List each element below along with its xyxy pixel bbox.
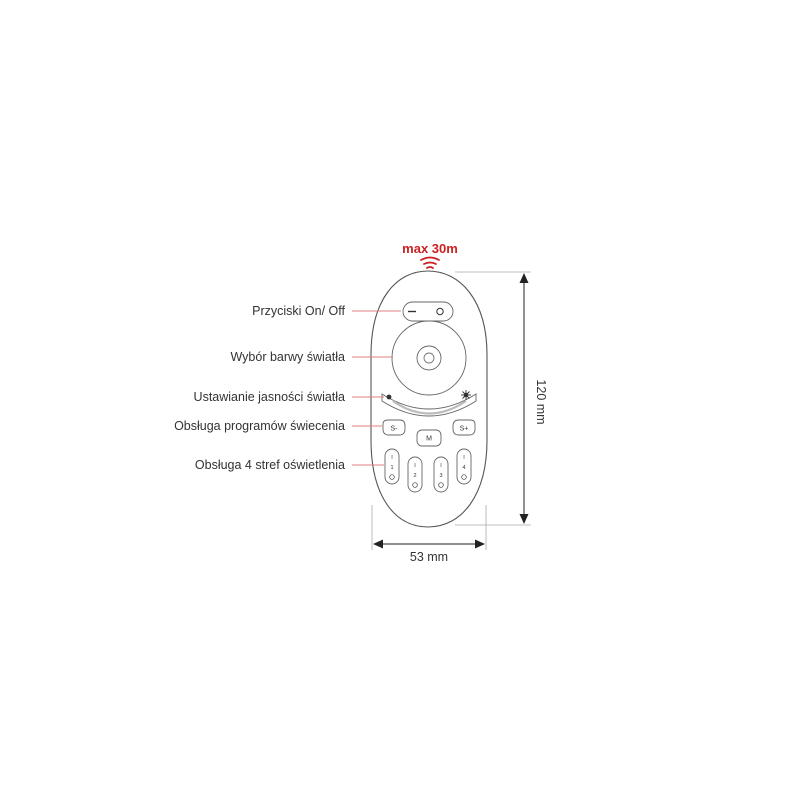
mode-label: M — [426, 435, 432, 443]
speed-up-button[interactable] — [453, 420, 475, 435]
speed-up-label: S+ — [459, 425, 469, 433]
zone-number: 3 — [439, 473, 443, 479]
label-programs: Obsługa programów świecenia — [174, 419, 345, 433]
zone-button-3[interactable] — [434, 457, 448, 492]
width-label: 53 mm — [409, 550, 449, 564]
brightness-slider[interactable] — [382, 394, 476, 416]
zone-number: 2 — [413, 473, 417, 479]
label-brightness: Ustawianie jasności światła — [193, 390, 345, 404]
mode-button[interactable] — [417, 430, 441, 446]
speed-down-label: S- — [390, 425, 398, 433]
on-off-button[interactable] — [403, 302, 453, 321]
zone-button-4[interactable] — [457, 449, 471, 484]
zone-button-1[interactable] — [385, 449, 399, 484]
zone-on-mark: I — [463, 455, 465, 461]
range-label: max 30m — [402, 241, 458, 256]
label-on-off: Przyciski On/ Off — [252, 304, 345, 318]
sun-icon — [461, 390, 471, 400]
zone-on-mark: I — [440, 463, 442, 469]
zone-on-mark: I — [391, 455, 393, 461]
moon-icon — [387, 395, 392, 400]
wifi-signal-icon — [421, 258, 439, 269]
zone-number: 1 — [390, 465, 394, 471]
zone-button-2[interactable] — [408, 457, 422, 492]
speed-down-button[interactable] — [383, 420, 405, 435]
label-zones: Obsługa 4 stref oświetlenia — [194, 458, 345, 472]
zone-number: 4 — [462, 465, 466, 471]
color-wheel[interactable] — [392, 321, 466, 395]
height-label: 120 mm — [534, 379, 548, 425]
label-color: Wybór barwy światła — [230, 350, 345, 364]
zone-on-mark: I — [414, 463, 416, 469]
